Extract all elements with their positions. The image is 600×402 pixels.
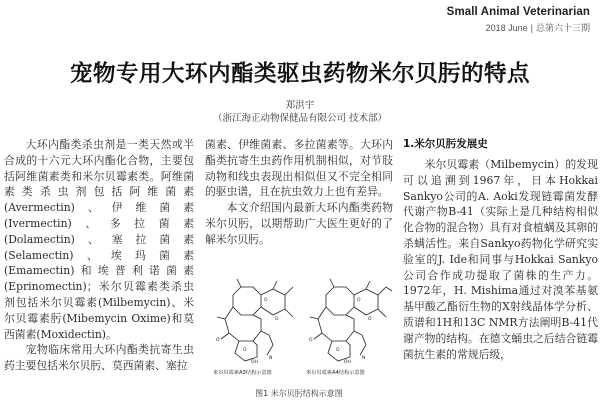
svg-text:O: O <box>264 298 268 303</box>
article-affiliation: （浙江海正动物保健品有限公司 技术部） <box>212 113 388 124</box>
body-column-1 <box>4 137 194 374</box>
svg-text:O: O <box>336 348 340 353</box>
svg-text:O: O <box>357 298 361 303</box>
svg-text:O: O <box>309 338 313 343</box>
svg-text:N: N <box>362 356 366 361</box>
issue-info <box>483 21 590 34</box>
issue-number: 总第六十三期 <box>535 23 590 33</box>
journal-name: Small Animal Veterinarian <box>446 6 590 18</box>
svg-text:O: O <box>368 317 372 322</box>
body-column-3 <box>403 157 598 362</box>
body-column-2 <box>205 137 393 248</box>
article-title: 宠物专用大环内酯类驱虫药物米尔贝肟的特点 <box>69 61 530 87</box>
issue-separator: | <box>530 23 533 33</box>
section-heading: 1.米尔贝肟发展史 <box>403 138 488 150</box>
structure-a4-atoms <box>309 297 372 365</box>
column2-paragraph-1: 菌素、伊维菌素、多拉菌素等。大环内酯类抗寄生虫药作用机制相似，对节肢动物和线虫表现出相似但又不完全相同的驱虫谱，且在抗虫效力上也有差异。 <box>205 138 393 199</box>
svg-text:O: O <box>243 348 247 353</box>
svg-text:N: N <box>269 356 273 361</box>
structure-a3 <box>217 279 293 361</box>
svg-text:OH: OH <box>251 360 258 365</box>
svg-text:OH: OH <box>344 360 351 365</box>
figure-label-a3: 米尔贝霉素A3结构示意图 <box>213 370 272 376</box>
structure-figure <box>207 275 393 387</box>
column1-paragraph-2: 宠物临床常用大环内酯类抗寄生虫药主要包括米尔贝肟、莫西菌素、塞拉 <box>4 343 194 373</box>
column3-paragraph-1: 米尔贝霉素（Milbemycin）的发现可以追溯到1967年，日本Hokkai Sankyo公司的A. Aoki发现链霉菌发酵代谢产物B-41（实际上是几种结构相似化合物的混合物）具有对食植螨及其卵的杀螨活性。来自Sankyo药物化学研究实验室的J. Ide和同事与Hokkai Sankyo公司合作成功提取了菌株的生产力。1972年，H. Mishima通过对溴苯基氨基甲酸乙酯衍生物的X射线晶体学分析、质谱和1H和13C NMR方法阐明B-41代谢产物的结构。在德文蛹虫之后结合链霉菌抗生素的常规后级， <box>403 158 598 361</box>
svg-text:O: O <box>216 338 220 343</box>
figure-caption: 图1 米尔贝肟结构示意图 <box>255 389 343 398</box>
issue-date: 2018 June <box>485 23 528 33</box>
column1-paragraph-1: 大环内酯类杀虫剂是一类天然或半合成的十六元大环内酯化合物，主要包括阿维菌素类和米尔贝霉素类。阿维菌素类杀虫剂包括阿维菌素(Avermectin)、伊维菌素(Ivermectin)、多拉菌素(Dolamectin)、塞拉菌素(Selamectin)、埃玛菌素(Emamectin)和埃普利诺菌素(Eprinomectin)；米尔贝霉素类杀虫剂包括米尔贝霉素(Milbemycin)、米尔贝霉素肟(Mibemycin Oxime)和莫西菌素(Moxidectin)。 <box>4 138 194 341</box>
figure-label-a4: 米尔贝霉素A4结构示意图 <box>306 370 365 376</box>
chemical-structures <box>207 275 393 367</box>
column2-paragraph-2: 本文介绍国内最新大环内酯类药物米尔贝肟，以期帮助广大医生更好的了解米尔贝肟。 <box>205 201 393 246</box>
svg-text:O: O <box>275 317 279 322</box>
article-author: 郑洪宇 <box>285 100 315 111</box>
structure-a4 <box>310 279 392 361</box>
structure-a3-atoms <box>216 297 279 365</box>
